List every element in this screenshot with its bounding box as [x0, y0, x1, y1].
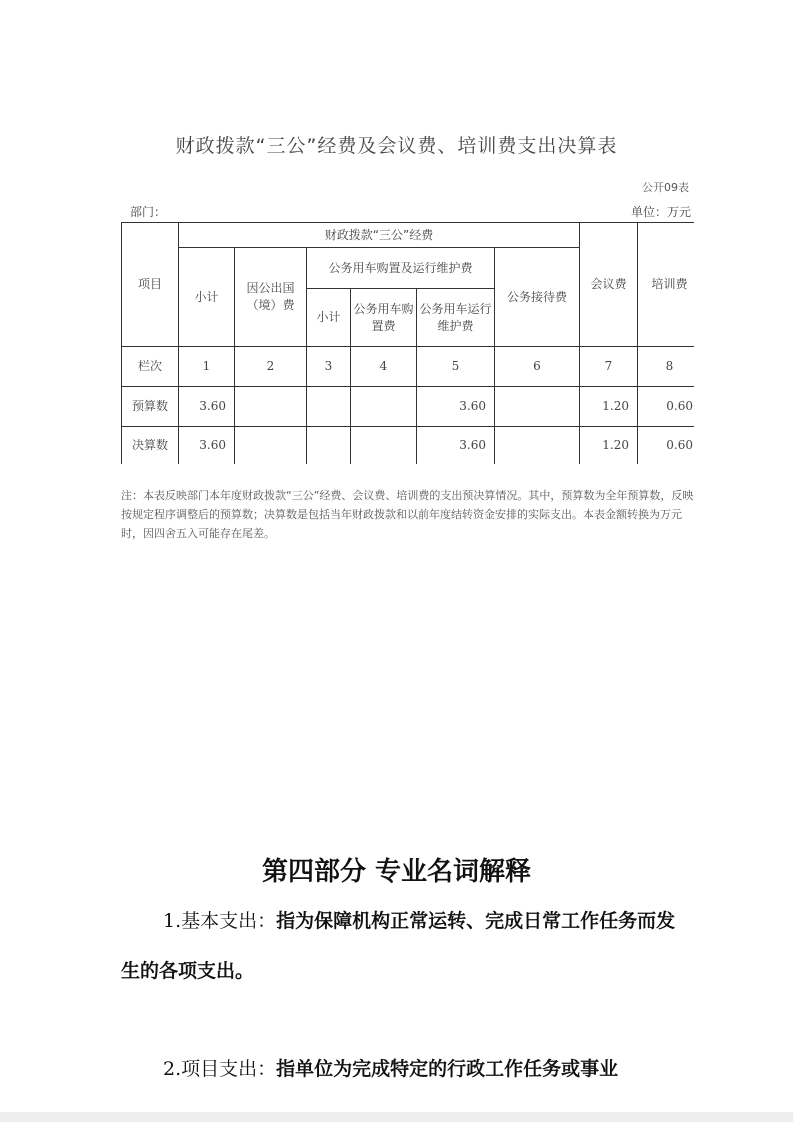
table-cell: 1.20 — [580, 427, 638, 465]
table-cell — [307, 387, 351, 427]
table-row-final — [122, 427, 695, 465]
column-number: 7 — [580, 347, 638, 387]
table-cell: 0.60 — [638, 427, 695, 465]
table-cell: 3.60 — [417, 387, 495, 427]
column-number: 6 — [495, 347, 580, 387]
header-vehicle-subtotal: 小计 — [307, 289, 351, 347]
table-cell: 0.60 — [638, 387, 695, 427]
column-number: 3 — [307, 347, 351, 387]
table-cell — [351, 387, 417, 427]
table-cell — [307, 427, 351, 465]
table-cell: 1.20 — [580, 387, 638, 427]
term-label: 2.项目支出： — [163, 1058, 277, 1080]
table-row-budget — [122, 387, 695, 427]
page-bottom-strip — [0, 1112, 793, 1122]
term-body: 指为保障机构正常运转、完成日常工作任务而发生的各项支出。 — [121, 910, 676, 982]
table-cell — [235, 387, 307, 427]
expenditure-table — [121, 222, 694, 464]
table-cell — [235, 427, 307, 465]
column-number: 2 — [235, 347, 307, 387]
term-definition-project — [121, 1044, 681, 1094]
header-vehicle-operation: 公务用车运行维护费 — [417, 289, 495, 347]
header-sangong-group: 财政拨款“三公”经费 — [179, 223, 580, 248]
column-number: 5 — [417, 347, 495, 387]
row-label: 决算数 — [122, 427, 179, 465]
header-vehicle-group: 公务用车购置及运行维护费 — [307, 248, 495, 289]
term-body: 指单位为完成特定的行政工作任务或事业 — [276, 1058, 619, 1080]
department-label: 部门： — [130, 205, 167, 219]
column-number: 4 — [351, 347, 417, 387]
header-abroad: 因公出国（境）费 — [235, 248, 307, 347]
table-cell: 3.60 — [179, 427, 235, 465]
table-cell — [495, 427, 580, 465]
term-label: 1.基本支出： — [163, 910, 277, 932]
column-number: 8 — [638, 347, 695, 387]
table-cell — [495, 387, 580, 427]
table-note: 注：本表反映部门本年度财政拨款“三公”经费、会议费、培训费的支出预决算情况。其中，预算数为全年预算数，反映按规定程序调整后的预算数；决算数是包括当年财政拨款和以前年度结转资金安排的实际支出。本表金额转换为万元时，因四舍五入可能存在尾差。 — [121, 489, 694, 540]
table-cell — [351, 427, 417, 465]
term-definition-basic — [121, 896, 681, 996]
header-subtotal: 小计 — [179, 248, 235, 347]
header-vehicle-purchase: 公务用车购置费 — [351, 289, 417, 347]
form-code: 公开09表 — [642, 181, 689, 194]
column-number: 1 — [179, 347, 235, 387]
table-cell: 3.60 — [417, 427, 495, 465]
expenditure-table-wrapper — [121, 222, 694, 464]
column-number-row — [122, 347, 695, 387]
table-cell: 3.60 — [179, 387, 235, 427]
header-meeting: 会议费 — [580, 223, 638, 347]
section-heading: 第四部分 专业名词解释 — [261, 857, 532, 887]
unit-label: 单位：万元 — [630, 205, 691, 219]
table-title: 财政拨款“三公”经费及会议费、培训费支出决算表 — [175, 135, 618, 157]
row-label: 栏次 — [122, 347, 179, 387]
row-label: 预算数 — [122, 387, 179, 427]
header-reception: 公务接待费 — [495, 248, 580, 347]
header-training: 培训费 — [638, 223, 695, 347]
header-item: 项目 — [122, 223, 179, 347]
